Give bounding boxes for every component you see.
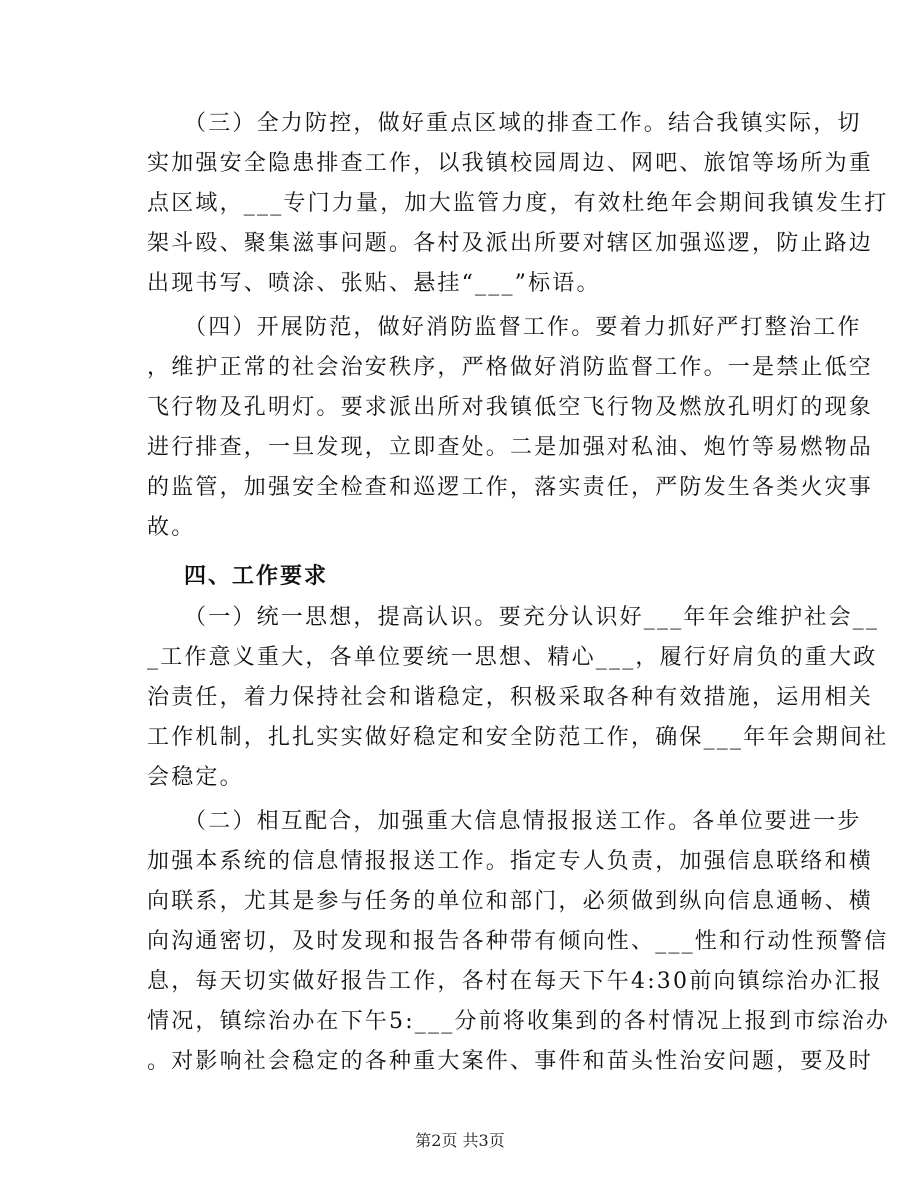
paragraph-3-line-2: 实加强安全隐患排查工作，以我镇校园周边、网吧、旅馆等场所为重 <box>147 151 874 176</box>
requirement-2-line-7: 。对影响社会稳定的各种重大案件、事件和苗头性治安问题，要及时 <box>147 1049 874 1074</box>
requirement-2-line-6: 情况，镇综治办在下午5:___分前将收集到的各村情况上报到市综治办 <box>147 1009 891 1034</box>
requirement-1-line-4: 工作机制，扎扎实实做好稳定和安全防范工作，确保___年年会期间社 <box>147 725 889 750</box>
requirement-2-line-2: 加强本系统的信息情报报送工作。指定专人负责，加强信息联络和横 <box>147 849 874 874</box>
page-number: 第2页 共3页 <box>415 1131 505 1150</box>
paragraph-4-line-1: （四）开展防范，做好消防监督工作。要着力抓好严打整治工作 <box>184 315 862 340</box>
section-heading: 四、工作要求 <box>184 563 329 589</box>
paragraph-3-line-4: 架斗殴、聚集滋事问题。各村及派出所要对辖区加强巡逻，防止路边 <box>147 231 874 256</box>
paragraph-4-line-2: ，维护正常的社会治安秩序，严格做好消防监督工作。一是禁止低空 <box>147 355 874 380</box>
requirement-2-line-1: （二）相互配合，加强重大信息情报报送工作。各单位要进一步 <box>184 809 862 834</box>
paragraph-3-line-3: 点区域，___专门力量，加大监管力度，有效杜绝年会期间我镇发生打 <box>147 191 889 216</box>
requirement-1-line-3: 治责任，着力保持社会和谐稳定，积极采取各种有效措施，运用相关 <box>147 685 874 710</box>
requirement-2-line-3: 向联系，尤其是参与任务的单位和部门，必须做到纵向信息通畅、横 <box>147 889 874 914</box>
paragraph-3-line-1: （三）全力防控，做好重点区域的排查工作。结合我镇实际，切 <box>184 111 862 136</box>
paragraph-4-line-3: 飞行物及孔明灯。要求派出所对我镇低空飞行物及燃放孔明灯的现象 <box>147 395 874 420</box>
paragraph-4-line-6: 故。 <box>147 515 196 540</box>
requirement-1-line-5: 会稳定。 <box>147 765 244 790</box>
requirement-2-line-5: 息，每天切实做好报告工作，各村在每天下午4:30前向镇综治办汇报 <box>147 969 883 994</box>
paragraph-4-line-5: 的监管，加强安全检查和巡逻工作，落实责任，严防发生各类火灾事 <box>147 475 874 500</box>
requirement-1-line-2: _工作意义重大，各单位要统一思想、精心___，履行好肩负的重大政 <box>147 645 878 670</box>
requirement-1-line-1: （一）统一思想，提高认识。要充分认识好___年年会维护社会__ <box>184 605 880 630</box>
requirement-2-line-4: 向沟通密切，及时发现和报告各种带有倾向性、___性和行动性预警信 <box>147 929 889 954</box>
paragraph-3-line-5: 出现书写、喷涂、张贴、悬挂“___”标语。 <box>147 271 601 296</box>
paragraph-4-line-4: 进行排查，一旦发现，立即查处。二是加强对私油、炮竹等易燃物品 <box>147 435 874 460</box>
